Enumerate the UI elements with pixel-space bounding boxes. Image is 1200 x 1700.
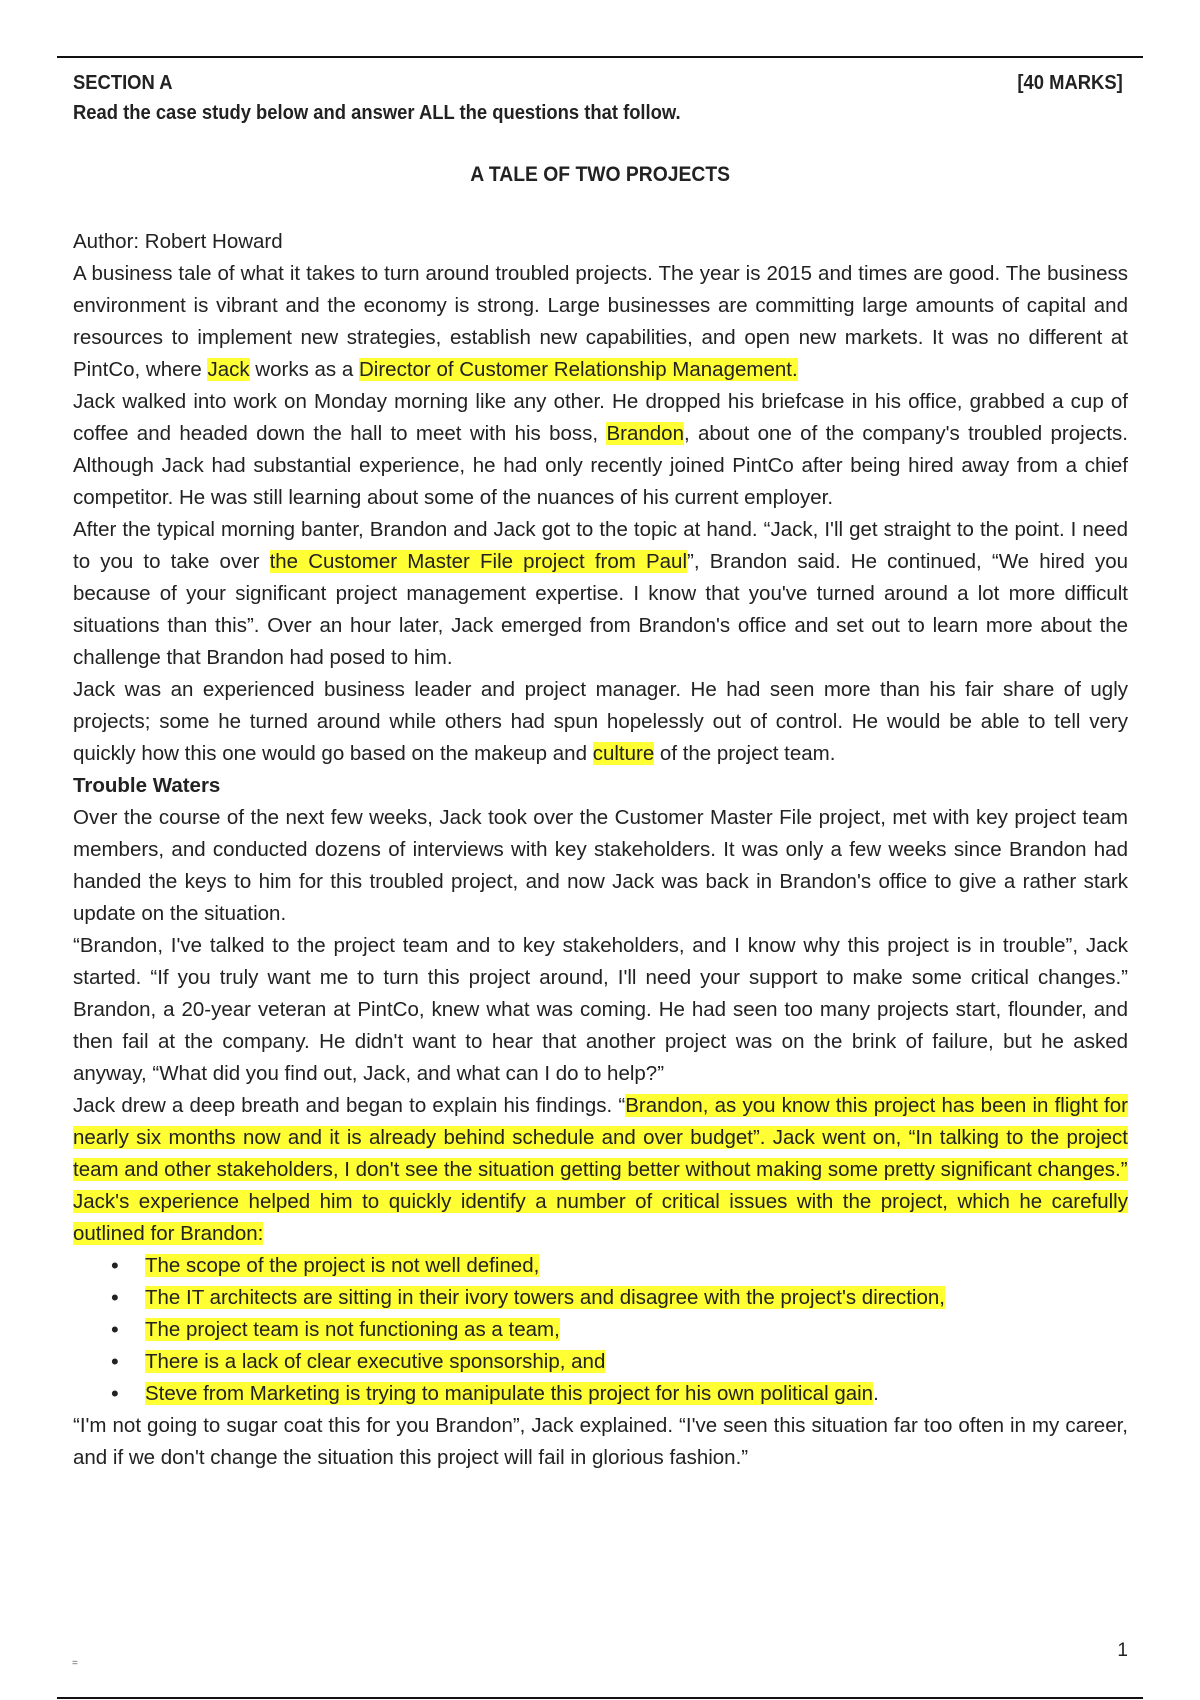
footer-mark: = bbox=[72, 1658, 78, 1669]
paragraph-8: Jack's experience helped him to quickly identify a number of critical issues with the project, which he carefully outlined for Brandon: bbox=[73, 1190, 1128, 1245]
list-item: • The IT architects are sitting in their ivory towers and disagree with the project's direction, bbox=[111, 1282, 1128, 1314]
list-item: • The scope of the project is not well defined, bbox=[111, 1250, 1128, 1282]
top-rule bbox=[57, 56, 1143, 58]
list-item: • The project team is not functioning as a team, bbox=[111, 1314, 1128, 1346]
paragraph-1: A business tale of what it takes to turn around troubled projects. The year is 2015 and times are good. The business environment is vibrant and the economy is strong. Large businesses are committing large amounts of capital and resources to implement new strategies, establish new capabilities, and open new markets. It was no different at PintCo, where Jack works as a Director of Customer Relationship Management. bbox=[73, 262, 1128, 381]
list-item: • Steve from Marketing is trying to manipulate this project for his own political gain. bbox=[111, 1378, 1128, 1410]
highlight: Brandon, as you know this project has been in flight for nearly six months now and it is already behind schedule and over budget”. Jack went on, “In talking to the project team and other stakeholders, I don't see the situation getting better without making some pretty significant changes.” bbox=[73, 1094, 1128, 1181]
issues-list bbox=[73, 1250, 1128, 1410]
case-study-body bbox=[73, 226, 1128, 1474]
highlight: Jack bbox=[207, 358, 250, 381]
bottom-rule bbox=[57, 1697, 1143, 1699]
instruction: Read the case study below and answer ALL the questions that follow. bbox=[73, 102, 681, 124]
section-label: SECTION A bbox=[73, 72, 173, 94]
page-number: 1 bbox=[1117, 1640, 1128, 1661]
paragraph-9: “I'm not going to sugar coat this for you Brandon”, Jack explained. “I've seen this situation far too often in my career, and if we don't change the situation this project will fail in glorious fashion.” bbox=[73, 1414, 1128, 1469]
subheading: Trouble Waters bbox=[73, 774, 221, 797]
highlight: Director of Customer Relationship Management. bbox=[358, 358, 798, 381]
highlight: the Customer Master File project from Paul bbox=[269, 550, 688, 573]
highlight: culture bbox=[592, 742, 655, 765]
document-title: A TALE OF TWO PROJECTS bbox=[470, 163, 730, 186]
section-header bbox=[73, 68, 1123, 128]
highlight: Brandon bbox=[606, 422, 684, 445]
paragraph-7: Jack drew a deep breath and began to explain his findings. “Brandon, as you know this project has been in flight for nearly six months now and it is already behind schedule and over budget”. Jack went on, “In talking to the project team and other stakeholders, I don't see the situation getting better without making some pretty significant changes.” bbox=[73, 1094, 1128, 1181]
author-line: Author: Robert Howard bbox=[73, 230, 283, 253]
paragraph-6: “Brandon, I've talked to the project team and to key stakeholders, and I know why this project is in trouble”, Jack started. “If you truly want me to turn this project around, I'll need your support to make some critical changes.” Brandon, a 20-year veteran at PintCo, knew what was coming. He had seen too many projects start, flounder, and then fail at the company. He didn't want to hear that another project was on the brink of failure, but he asked anyway, “What did you find out, Jack, and what can I do to help?” bbox=[73, 934, 1128, 1085]
paragraph-3: After the typical morning banter, Brandon and Jack got to the topic at hand. “Jack, I'll get straight to the point. I need to you to take over the Customer Master File project from Paul”, Brandon said. He continued, “We hired you because of your significant project management expertise. I know that you've turned around a lot more difficult situations than this”. Over an hour later, Jack emerged from Brandon's office and set out to learn more about the challenge that Brandon had posed to him. bbox=[73, 518, 1128, 669]
paragraph-5: Over the course of the next few weeks, Jack took over the Customer Master File project, met with key project team members, and conducted dozens of interviews with key stakeholders. It was only a few weeks since Brandon had handed the keys to him for this troubled project, and now Jack was back in Brandon's office to give a rather stark update on the situation. bbox=[73, 806, 1128, 925]
paragraph-4: Jack was an experienced business leader and project manager. He had seen more than his fair share of ugly projects; some he turned around while others had spun hopelessly out of control. He would be able to tell very quickly how this one would go based on the makeup and culture of the project team. bbox=[73, 678, 1128, 765]
marks-label: [40 MARKS] bbox=[1017, 72, 1123, 94]
paragraph-2: Jack walked into work on Monday morning like any other. He dropped his briefcase in his office, grabbed a cup of coffee and headed down the hall to meet with his boss, Brandon, about one of the company's troubled projects. Although Jack had substantial experience, he had only recently joined PintCo after being hired away from a chief competitor. He was still learning about some of the nuances of his current employer. bbox=[73, 390, 1128, 509]
list-item: • There is a lack of clear executive sponsorship, and bbox=[111, 1346, 1128, 1378]
